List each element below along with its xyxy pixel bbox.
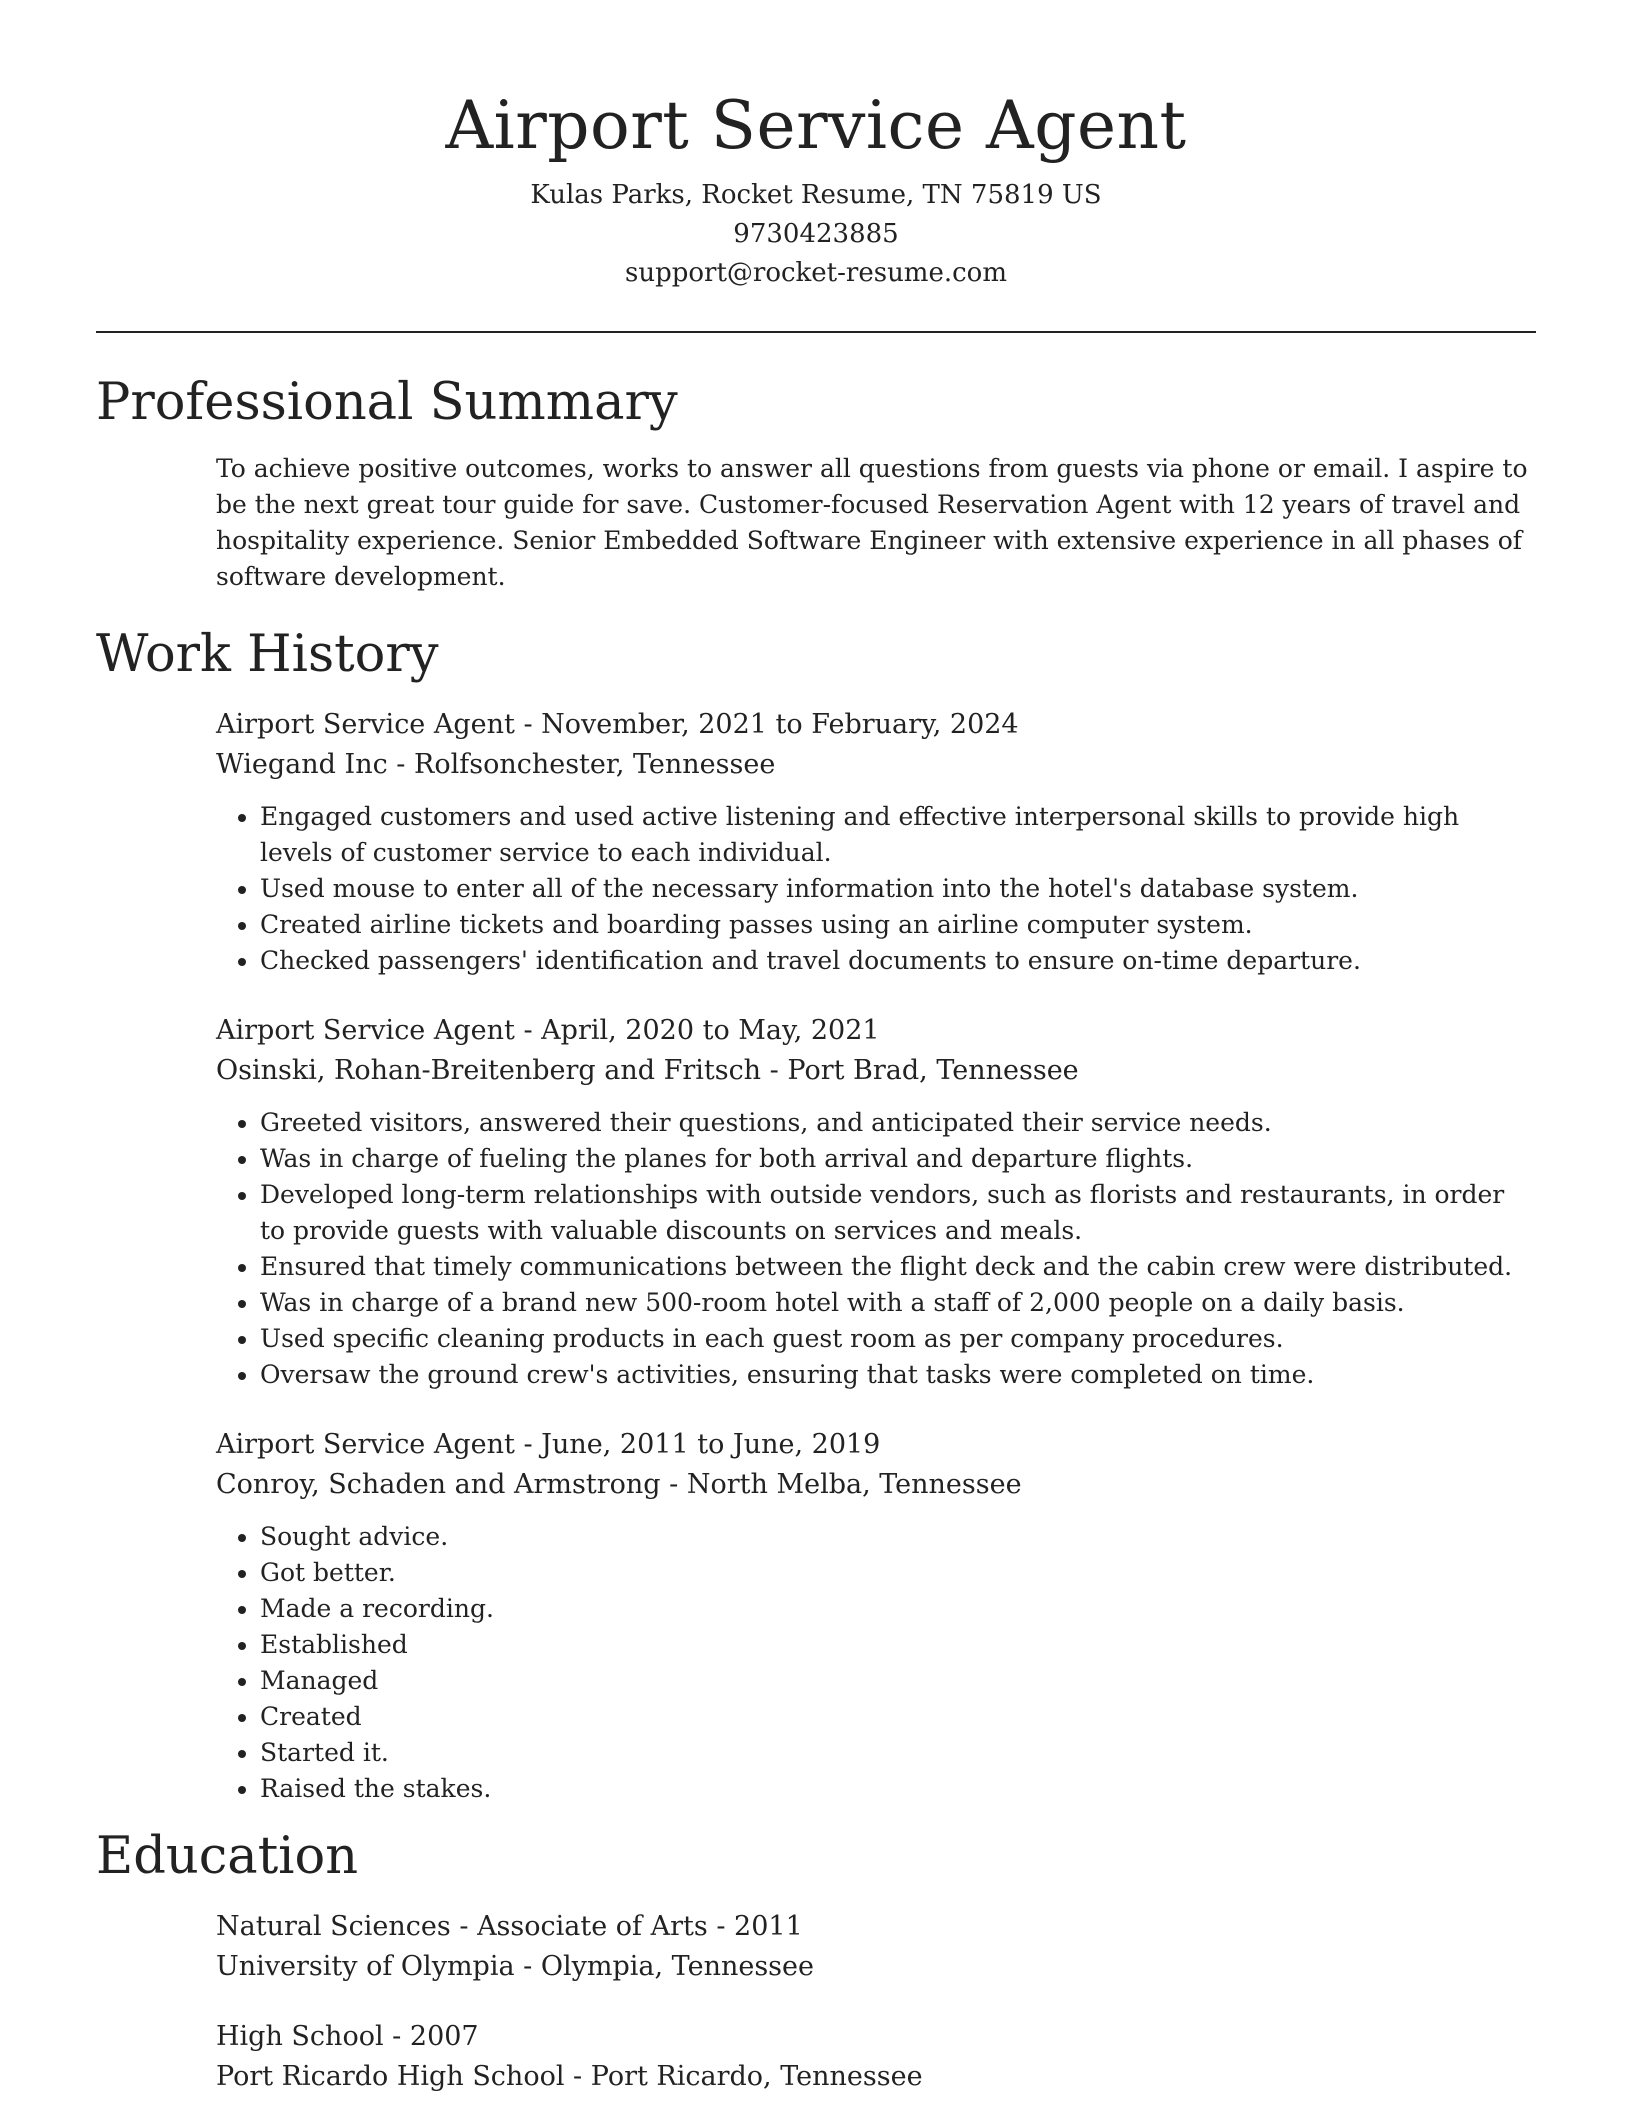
- job-bullet: • Managed: [260, 1663, 1536, 1699]
- job-location: Rolfsonchester, Tennessee: [414, 749, 776, 780]
- job-bullet: • Created: [260, 1699, 1536, 1735]
- job-entry: [216, 1425, 1536, 1807]
- job-bullet: • Made a recording.: [260, 1591, 1536, 1627]
- job-company: Osinski, Rohan-Breitenberg and Fritsch: [216, 1055, 762, 1086]
- job-bullet: • Established: [260, 1627, 1536, 1663]
- education-year: 2007: [409, 2021, 479, 2052]
- education-heading: Education: [96, 1827, 359, 1886]
- candidate-name: Airport Service Agent: [445, 87, 1187, 164]
- education-section: [216, 1907, 1536, 2097]
- work-history-section: [216, 705, 1536, 1807]
- job-company: Conroy, Schaden and Armstrong: [216, 1469, 661, 1500]
- job-role: Airport Service Agent: [216, 709, 515, 740]
- education-school-line: Port Ricardo High School - Port Ricardo, Tennessee: [216, 2061, 923, 2092]
- education-school: University of Olympia: [216, 1951, 515, 1982]
- resume-header: [96, 0, 1536, 293]
- job-bullet: • Started it.: [260, 1735, 1536, 1771]
- job-entry: [216, 1011, 1536, 1393]
- job-role: Airport Service Agent: [216, 1015, 515, 1046]
- job-bullet: • Was in charge of fueling the planes for both arrival and departure flights.: [260, 1141, 1536, 1177]
- education-location: Olympia, Tennessee: [540, 1951, 814, 1982]
- education-entry: [216, 1907, 1536, 1987]
- job-bullet: • Developed long-term relationships with outside vendors, such as florists and restaurants, in order to provide guests with valuable discounts on services and meals.: [260, 1177, 1536, 1249]
- job-bullets: [216, 1105, 1536, 1393]
- job-bullet: • Created airline tickets and boarding passes using an airline computer system.: [260, 907, 1536, 943]
- job-company-line: Conroy, Schaden and Armstrong - North Melba, Tennessee: [216, 1469, 1022, 1500]
- job-bullet: • Was in charge of a brand new 500-room hotel with a staff of 2,000 people on a daily basis.: [260, 1285, 1536, 1321]
- job-bullet: • Oversaw the ground crew's activities, ensuring that tasks were completed on time.: [260, 1357, 1536, 1393]
- job-bullet: • Got better.: [260, 1555, 1536, 1591]
- summary-text: To achieve positive outcomes, works to answer all questions from guests via phone or email. I aspire to be the next great tour guide for save. Customer-focused Reservation Agent with 12 years of travel and hospitality experience. Senior Embedded Software Engineer with extensive experience in all phases of software development.: [216, 454, 1528, 591]
- job-location: Port Brad, Tennessee: [787, 1055, 1079, 1086]
- education-degree-line: Natural Sciences - Associate of Arts - 2011: [216, 1911, 803, 1942]
- job-company-line: Wiegand Inc - Rolfsonchester, Tennessee: [216, 749, 776, 780]
- job-dates: November, 2021 to February, 2024: [541, 709, 1019, 740]
- summary-heading: Professional Summary: [96, 373, 678, 432]
- education-school-line: University of Olympia - Olympia, Tennessee: [216, 1951, 814, 1982]
- job-role: Airport Service Agent: [216, 1429, 515, 1460]
- job-title-line: Airport Service Agent - April, 2020 to May, 2021: [216, 1015, 880, 1046]
- job-company: Wiegand Inc: [216, 749, 388, 780]
- contact-email: support@rocket-resume.com: [624, 258, 1007, 288]
- education-year: 2011: [734, 1911, 803, 1942]
- job-bullet: • Ensured that timely communications between the flight deck and the cabin crew were distributed.: [260, 1249, 1536, 1285]
- job-dates: June, 2011 to June, 2019: [541, 1429, 881, 1460]
- education-location: Port Ricardo, Tennessee: [590, 2061, 923, 2092]
- job-bullet: • Greeted visitors, answered their questions, and anticipated their service needs.: [260, 1105, 1536, 1141]
- job-bullet: • Checked passengers' identification and travel documents to ensure on-time departure.: [260, 943, 1536, 979]
- job-entry: [216, 705, 1536, 979]
- header-divider: [96, 331, 1536, 333]
- job-bullets: [216, 1519, 1536, 1807]
- job-bullet: • Used mouse to enter all of the necessary information into the hotel's database system.: [260, 871, 1536, 907]
- job-bullet: • Engaged customers and used active listening and effective interpersonal skills to provide high levels of customer service to each individual.: [260, 799, 1536, 871]
- education-field: Natural Sciences: [216, 1911, 451, 1942]
- contact-phone: 9730423885: [733, 219, 899, 249]
- contact-block: [96, 176, 1536, 293]
- job-bullets: [216, 799, 1536, 979]
- work-history-heading: Work History: [96, 625, 439, 684]
- job-dates: April, 2020 to May, 2021: [541, 1015, 880, 1046]
- contact-address: Kulas Parks, Rocket Resume, TN 75819 US: [530, 180, 1102, 210]
- job-title-line: Airport Service Agent - November, 2021 to February, 2024: [216, 709, 1019, 740]
- education-degree-line: High School - 2007: [216, 2021, 479, 2052]
- job-bullet: • Raised the stakes.: [260, 1771, 1536, 1807]
- education-degree: High School: [216, 2021, 384, 2052]
- job-bullet: • Sought advice.: [260, 1519, 1536, 1555]
- job-location: North Melba, Tennessee: [686, 1469, 1022, 1500]
- education-entry: [216, 2017, 1536, 2097]
- summary-section: [216, 451, 1536, 595]
- education-degree: Associate of Arts: [477, 1911, 708, 1942]
- job-bullet: • Used specific cleaning products in each guest room as per company procedures.: [260, 1321, 1536, 1357]
- job-title-line: Airport Service Agent - June, 2011 to June, 2019: [216, 1429, 881, 1460]
- education-school: Port Ricardo High School: [216, 2061, 565, 2092]
- job-company-line: Osinski, Rohan-Breitenberg and Fritsch - Port Brad, Tennessee: [216, 1055, 1079, 1086]
